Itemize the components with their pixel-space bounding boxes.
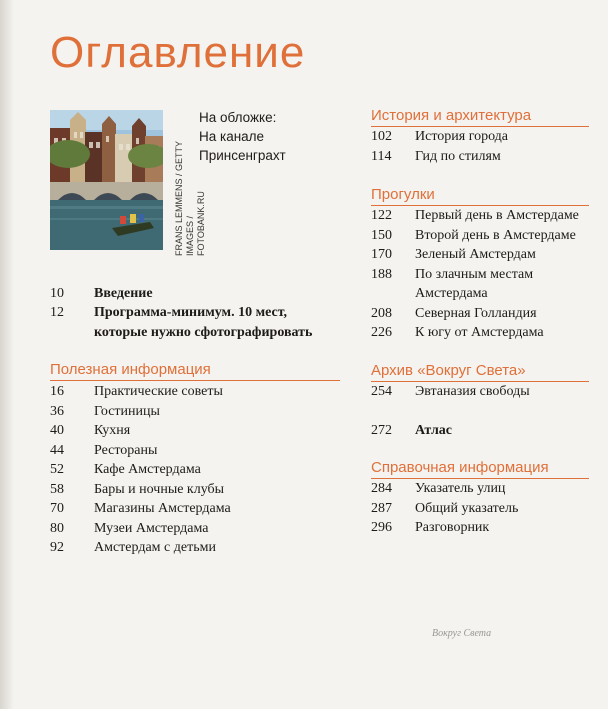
toc-entry-title: Гид по стилям xyxy=(415,148,501,164)
toc-entry-title: Магазины Амстердама xyxy=(94,501,231,516)
toc-entry-title: Гостиницы xyxy=(94,403,160,419)
toc-page-number: 10 xyxy=(50,286,64,301)
section-heading-archive: Архив «Вокруг Света» xyxy=(371,362,526,379)
toc-page-number: 114 xyxy=(371,148,392,164)
toc-entry-title: Музеи Амстердама xyxy=(94,520,209,536)
toc-page-number: 44 xyxy=(50,442,64,458)
toc-entry[interactable] xyxy=(371,226,576,246)
toc-entry-title: Практические советы xyxy=(94,384,223,399)
toc-page-number: 58 xyxy=(50,481,64,497)
toc-entry[interactable] xyxy=(50,538,216,558)
toc-page-number: 80 xyxy=(50,520,64,536)
toc-page-number: 272 xyxy=(371,423,392,438)
toc-entry[interactable] xyxy=(371,518,489,538)
toc-entry-title: Зеленый Амстердам xyxy=(415,247,536,262)
toc-entry[interactable] xyxy=(371,323,544,343)
toc-page-number: 226 xyxy=(371,325,392,340)
toc-page-number: 70 xyxy=(50,501,64,516)
toc-entry[interactable] xyxy=(50,421,130,441)
toc-entry[interactable] xyxy=(50,382,223,402)
section-heading-history: История и архитектура xyxy=(371,107,532,124)
toc-entry-title: Эвтаназия свободы xyxy=(415,384,530,399)
page-title: Оглавление xyxy=(50,28,306,77)
toc-entry-title: Бары и ночные клубы xyxy=(94,481,225,497)
cover-caption-line: Принсенграхт xyxy=(199,148,286,163)
toc-entry-title: История города xyxy=(415,129,509,144)
toc-entry-title: Кафе Амстердама xyxy=(94,462,201,477)
toc-entry[interactable] xyxy=(50,441,157,461)
toc-page-number: 52 xyxy=(50,462,64,477)
toc-entry-title: Программа-минимум. 10 мест, которые нужно сфотографировать xyxy=(94,305,313,340)
section-heading-walks: Прогулки xyxy=(371,186,435,203)
page-gutter-shadow xyxy=(0,0,14,709)
toc-entry-title: По злачным местам Амстердама xyxy=(415,266,534,302)
toc-page-number: 170 xyxy=(371,247,392,262)
toc-entry[interactable] xyxy=(371,245,536,265)
toc-entry-program[interactable] xyxy=(50,303,312,342)
toc-page-number: 16 xyxy=(50,384,64,399)
section-heading-reference: Справочная информация xyxy=(371,459,549,476)
toc-page-number: 12 xyxy=(50,305,64,320)
cover-caption-line: На обложке: xyxy=(199,110,277,125)
toc-entry[interactable] xyxy=(50,519,208,539)
toc-entry-intro[interactable] xyxy=(50,284,153,304)
toc-page-number: 122 xyxy=(371,208,392,223)
toc-entry-title: Введение xyxy=(94,286,153,301)
toc-entry[interactable] xyxy=(50,499,231,519)
toc-entry[interactable] xyxy=(50,480,224,500)
photo-credit: FRANS LEMMENS / GETTY IMAGES / FOTOBANK.RU xyxy=(174,141,206,256)
toc-page-number: 254 xyxy=(371,384,392,399)
toc-page-number: 102 xyxy=(371,129,392,144)
toc-entry[interactable] xyxy=(371,479,505,499)
toc-entry-title: Первый день в Амстердаме xyxy=(415,208,579,223)
toc-entry[interactable] xyxy=(371,499,518,519)
toc-entry-title: Разговорник xyxy=(415,520,490,535)
toc-entry[interactable] xyxy=(371,382,530,402)
toc-entry-title: К югу от Амстердама xyxy=(415,325,544,340)
toc-entry-title: Кухня xyxy=(94,423,131,438)
toc-entry[interactable] xyxy=(371,304,537,324)
toc-entry[interactable] xyxy=(371,127,508,147)
toc-page-number: 287 xyxy=(371,500,392,516)
toc-page-number: 150 xyxy=(371,227,392,243)
toc-entry[interactable] xyxy=(50,402,160,422)
toc-entry[interactable] xyxy=(371,206,579,226)
toc-entry[interactable] xyxy=(371,265,533,304)
toc-entry-title: Общий указатель xyxy=(415,500,519,516)
toc-page-number: 188 xyxy=(371,266,392,282)
cover-caption-line: На канале xyxy=(199,129,265,144)
section-heading-useful: Полезная информация xyxy=(50,361,211,378)
toc-entry-title: Указатель улиц xyxy=(415,481,506,496)
publisher-logo: Вокруг Света xyxy=(432,628,492,639)
cover-photo xyxy=(50,110,163,250)
toc-entry-title: Рестораны xyxy=(94,442,158,458)
toc-page-number: 92 xyxy=(50,540,64,555)
toc-entry[interactable] xyxy=(50,460,201,480)
toc-page-number: 36 xyxy=(50,403,64,419)
toc-page-number: 296 xyxy=(371,520,392,535)
toc-entry-title: Амстердам с детьми xyxy=(94,540,216,555)
toc-entry-atlas[interactable] xyxy=(371,421,452,441)
toc-entry-title: Северная Голландия xyxy=(415,305,537,321)
toc-page-number: 40 xyxy=(50,423,64,438)
toc-entry[interactable] xyxy=(371,147,501,167)
toc-page-number: 208 xyxy=(371,305,392,321)
toc-entry-title: Второй день в Амстердаме xyxy=(415,227,576,243)
toc-page-number: 284 xyxy=(371,481,392,496)
cover-caption xyxy=(199,108,286,165)
toc-entry-title: Атлас xyxy=(415,423,453,438)
